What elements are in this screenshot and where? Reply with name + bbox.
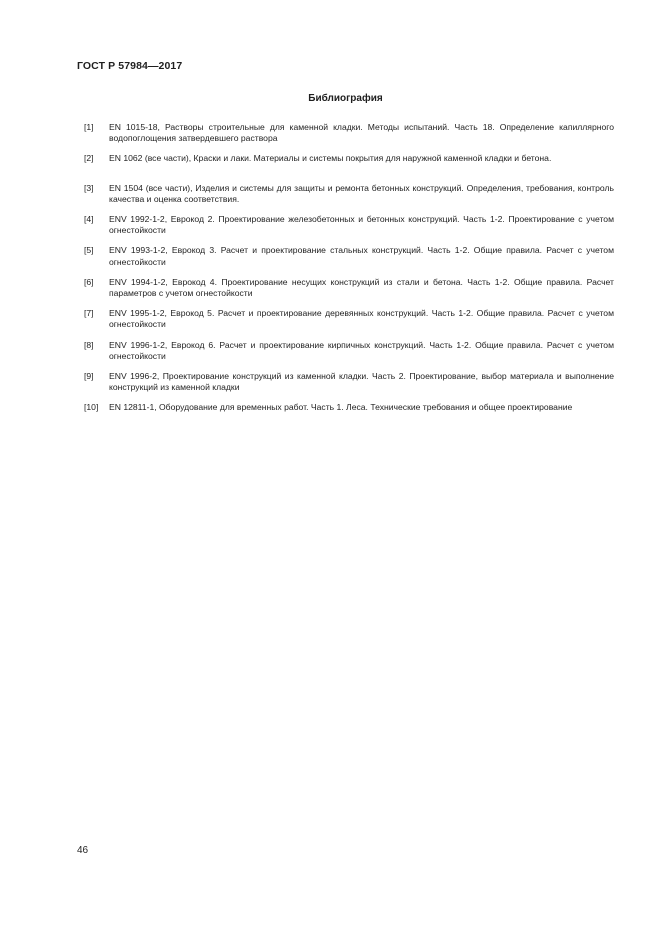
entry-text: EN 1504 (все части), Изделия и системы для защиты и ремонта бетонных конструкций. Определения, требования, контроль качества и оценка соответствия. [109, 182, 614, 204]
entry-number: [8] [84, 339, 94, 350]
entry-text: ENV 1992-1-2, Еврокод 2. Проектирование железобетонных и бетонных конструкций. Часть 1-2. Проектирование с учетом огнестойкости [109, 214, 614, 236]
entry-number: [9] [84, 371, 94, 382]
bibliography-entry [84, 340, 614, 362]
bibliography-entry [84, 277, 614, 299]
entry-number: [6] [84, 276, 94, 287]
entry-text: ENV 1996-1-2, Еврокод 6. Расчет и проектирование кирпичных конструкций. Часть 1-2. Общие правила. Расчет с учетом огнестойкости [109, 339, 614, 361]
entry-text: ENV 1993-1-2, Еврокод 3. Расчет и проектирование стальных конструкций. Часть 1-2. Общие правила. Расчет с учетом огнестойкости [109, 245, 614, 267]
document-header: ГОСТ Р 57984—2017 [77, 60, 183, 72]
entry-text: EN 1062 (все части), Краски и лаки. Материалы и системы покрытия для наружной каменной кладки и бетона. [109, 153, 552, 164]
bibliography-list [84, 122, 614, 423]
entry-number: [7] [84, 308, 94, 319]
bibliography-entry [84, 402, 614, 413]
page-number: 46 [77, 845, 89, 856]
entry-number: [10] [84, 402, 99, 413]
entry-number: [5] [84, 245, 94, 256]
bibliography-entry [84, 245, 614, 267]
entry-number: [3] [84, 182, 94, 193]
entry-text: ENV 1995-1-2, Еврокод 5. Расчет и проектирование деревянных конструкций. Часть 1-2. Общие правила. Расчет с учетом огнестойкости [109, 308, 614, 330]
bibliography-entry [84, 214, 614, 236]
bibliography-entry [84, 153, 614, 164]
bibliography-entry [84, 183, 614, 205]
entry-number: [1] [84, 122, 94, 132]
section-title: Библиография [308, 93, 383, 104]
bibliography-entry [84, 122, 614, 144]
entry-text: ENV 1996-2, Проектирование конструкций из каменной кладки. Часть 2. Проектирование, выбор материала и выполнение конструкций из каменной кладки [109, 371, 614, 393]
bibliography-entry [84, 308, 614, 330]
entry-number: [2] [84, 153, 94, 164]
bibliography-entry [84, 371, 614, 393]
entry-text: EN 12811-1, Оборудование для временных работ. Часть 1. Леса. Технические требования и общее проектирование [109, 402, 573, 413]
entry-text: EN 1015-18, Растворы строительные для каменной кладки. Методы испытаний. Часть 18. Определение капиллярного водопоглощения затвердевшего раствора [109, 122, 614, 144]
entry-number: [4] [84, 214, 94, 225]
entry-text: ENV 1994-1-2, Еврокод 4. Проектирование несущих конструкций из стали и бетона. Часть 1-2. Общие правила. Расчет параметров с учетом огнестойкости [109, 276, 614, 299]
